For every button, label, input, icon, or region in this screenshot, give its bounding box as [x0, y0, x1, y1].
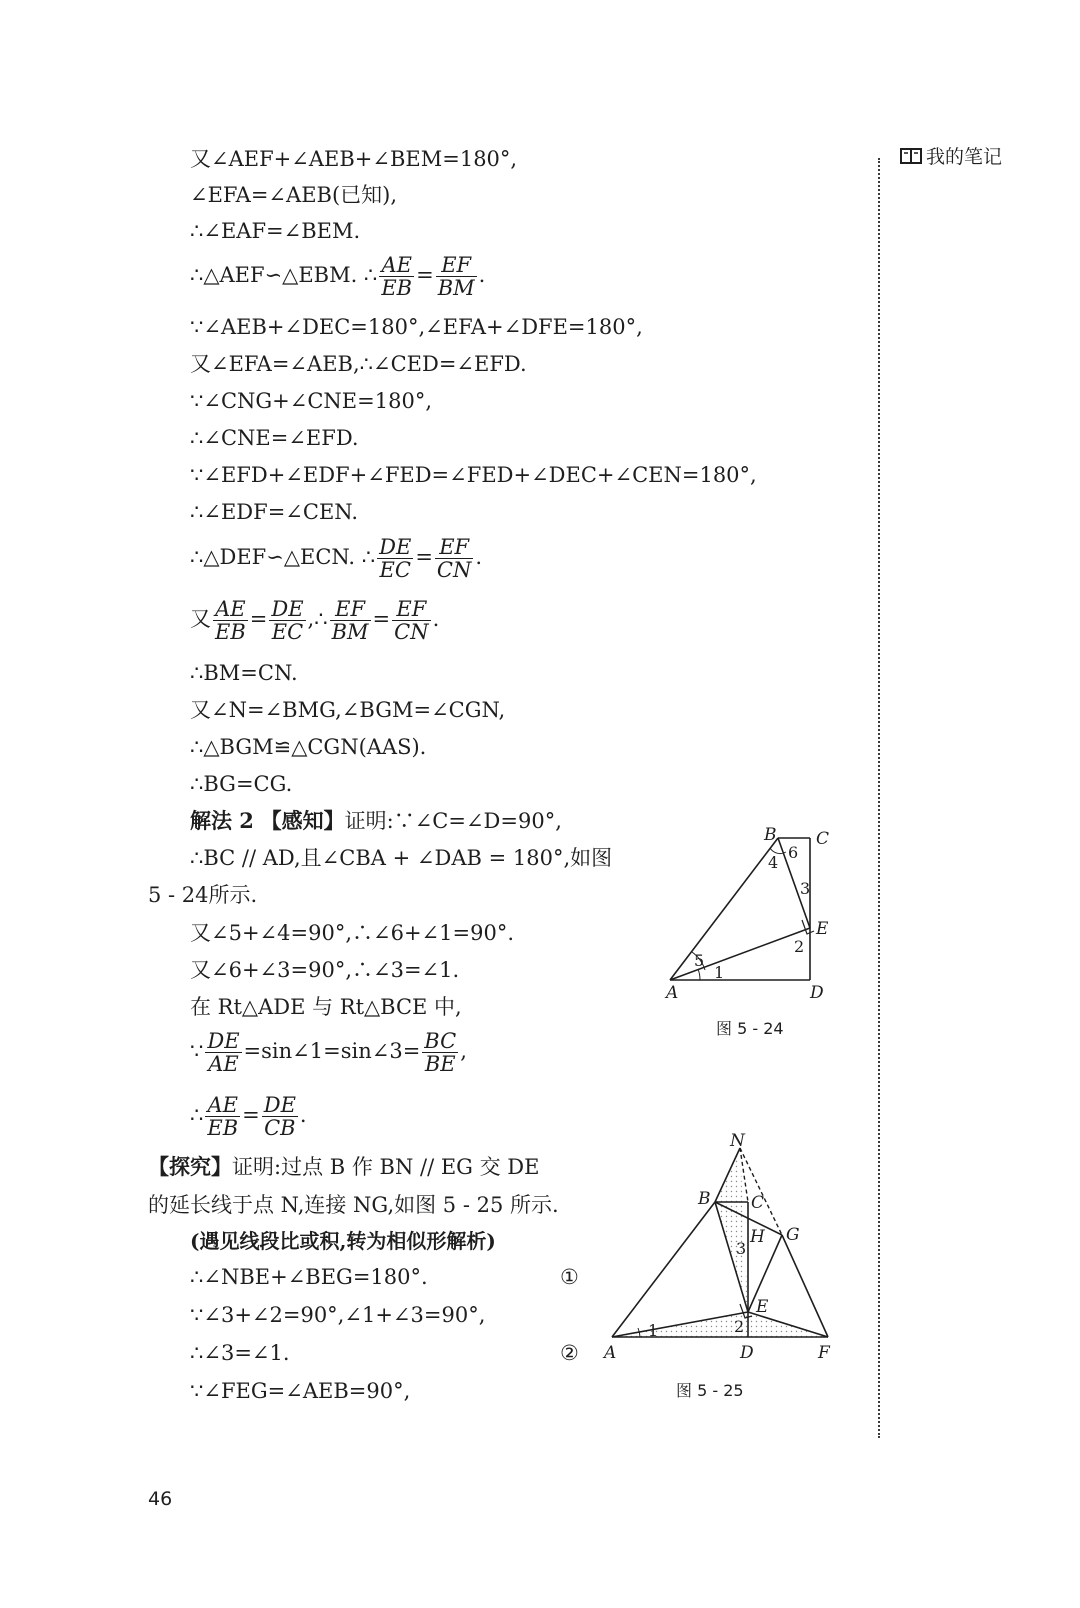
segment-gf: [782, 1235, 828, 1337]
point-label: E: [816, 919, 829, 939]
fraction: $\frac{EF}{CN}$: [436, 535, 472, 582]
notes-header: [900, 142, 1002, 169]
hint-line: (遇见线段比或积,转为相似形解析): [190, 1229, 496, 1253]
point-label: N: [730, 1131, 745, 1151]
explore-heading: 【探究】证明:过点 B 作 BN // EG 交 DE: [148, 1154, 540, 1179]
angle-label: 3: [736, 1239, 747, 1258]
figure-caption: 图 5 - 24: [716, 1019, 784, 1038]
proof-line: ∴∠3=∠1.: [190, 1341, 290, 1365]
fraction: $\frac{EF}{CN}$: [394, 597, 429, 644]
fraction: $\frac{DE}{EC}$: [379, 535, 412, 582]
proof-line: 又∠EFA=∠AEB,∴∠CED=∠EFD.: [190, 352, 527, 376]
point-label: F: [818, 1343, 830, 1363]
fraction: $\frac{AE}{EB}$: [215, 597, 246, 644]
proof-line: 又∠AEF+∠AEB+∠BEM=180°,: [190, 147, 518, 171]
figure-5-24: [660, 820, 850, 1005]
method-heading: 解法 2 【感知】证明:∵∠C=∠D=90°,: [190, 808, 562, 833]
proof-line: ∠EFA=∠AEB(已知),: [190, 183, 398, 207]
shaded-triangle-aef: [612, 1312, 828, 1337]
proof-line: ∵∠3+∠2=90°,∠1+∠3=90°,: [190, 1303, 486, 1327]
proof-line: 又∠5+∠4=90°,∴∠6+∠1=90°.: [190, 921, 515, 945]
proof-line-fraction: ∵ $\frac{DE}{AE}$ =sin∠1=sin∠3= $\frac{BC}{BE}$ ,: [190, 1029, 467, 1076]
proof-line: ∵∠FEG=∠AEB=90°,: [190, 1379, 411, 1403]
point-label: A: [666, 983, 679, 1003]
point-label: D: [810, 983, 824, 1003]
proof-line: 的延长线于点 N,连接 NG,如图 5 - 25 所示.: [148, 1193, 559, 1217]
equation-marker: ②: [560, 1341, 579, 1365]
proof-line: ∴∠NBE+∠BEG=180°.: [190, 1265, 428, 1289]
point-label: B: [698, 1189, 711, 1209]
page-number: 46: [148, 1488, 173, 1510]
proof-line-fraction: 又 $\frac{AE}{EB}$ = $\frac{DE}{EC}$ ,∴ $\frac{EF}{BM}$ = $\frac{EF}{CN}$ .: [190, 597, 440, 644]
fraction: $\frac{AE}{EB}$: [381, 253, 413, 300]
segment-ab: [612, 1202, 715, 1337]
fraction: $\frac{DE}{AE}$: [207, 1029, 240, 1076]
segment-ae: [670, 928, 810, 980]
proof-line: ∴∠CNE=∠EFD.: [190, 426, 359, 450]
proof-line-fraction: ∴△DEF∽△ECN. ∴ $\frac{DE}{EC}$ = $\frac{EF}{CN}$ .: [190, 535, 483, 582]
fraction: $\frac{DE}{CB}$: [263, 1093, 296, 1140]
point-label: E: [756, 1297, 769, 1317]
section-tag: 【感知】: [260, 808, 345, 833]
angle-label: 6: [788, 843, 799, 862]
proof-line: 又∠6+∠3=90°,∴∠3=∠1.: [190, 958, 460, 982]
figure-5-25: [600, 1130, 850, 1370]
point-label: C: [751, 1193, 765, 1213]
equation-marker: ①: [560, 1265, 579, 1289]
angle-arc: [698, 969, 700, 980]
proof-line: 在 Rt△ADE 与 Rt△BCE 中,: [190, 995, 462, 1019]
angle-label: 5: [694, 951, 705, 970]
angle-label: 1: [648, 1321, 659, 1340]
segment-ab: [670, 838, 778, 980]
point-label: H: [750, 1227, 765, 1247]
fraction: $\frac{DE}{EC}$: [271, 597, 304, 644]
fraction: $\frac{AE}{EB}$: [207, 1093, 239, 1140]
method-label: 解法 2: [190, 808, 254, 833]
proof-line: ∴∠EAF=∠BEM.: [190, 219, 361, 243]
angle-label: 4: [768, 853, 779, 872]
proof-line: ∵∠CNG+∠CNE=180°,: [190, 389, 432, 413]
point-label: C: [816, 829, 830, 849]
angle-label: 2: [794, 937, 805, 956]
angle-label: 2: [734, 1317, 745, 1336]
proof-line-fraction: ∴△AEF∽△EBM. ∴ $\frac{AE}{EB}$ = $\frac{EF}{BM}$ .: [190, 253, 486, 300]
fraction: $\frac{EF}{BM}$: [437, 253, 475, 300]
point-label: A: [604, 1343, 617, 1363]
proof-line: ∴BM=CN.: [190, 661, 298, 685]
proof-line: ∴BG=CG.: [190, 772, 293, 796]
angle-label: 1: [714, 963, 725, 982]
proof-line: 5 - 24所示.: [148, 883, 258, 907]
notes-divider: [878, 158, 880, 1438]
proof-line: ∵∠AEB+∠DEC=180°,∠EFA+∠DFE=180°,: [190, 315, 643, 339]
proof-line: ∵∠EFD+∠EDF+∠FED=∠FED+∠DEC+∠CEN=180°,: [190, 463, 757, 487]
proof-line: 又∠N=∠BMG,∠BGM=∠CGN,: [190, 698, 506, 722]
fraction: $\frac{EF}{BM}$: [331, 597, 369, 644]
angle-label: 3: [800, 879, 811, 898]
section-tag: 【探究】: [148, 1154, 232, 1179]
figure-caption: 图 5 - 25: [676, 1381, 744, 1400]
point-label: D: [740, 1343, 754, 1363]
notes-label: 我的笔记: [926, 146, 1003, 168]
book-icon: [900, 147, 922, 165]
proof-line-fraction: ∴ $\frac{AE}{EB}$ = $\frac{DE}{CB}$ .: [190, 1093, 307, 1140]
proof-line: ∴∠EDF=∠CEN.: [190, 500, 358, 524]
proof-line: ∴△BGM≌△CGN(AAS).: [190, 735, 427, 759]
point-label: B: [764, 825, 777, 845]
fraction: $\frac{BC}{BE}$: [424, 1029, 457, 1076]
point-label: G: [786, 1225, 800, 1245]
proof-line: ∴BC // AD,且∠CBA + ∠DAB = 180°,如图: [190, 846, 613, 870]
